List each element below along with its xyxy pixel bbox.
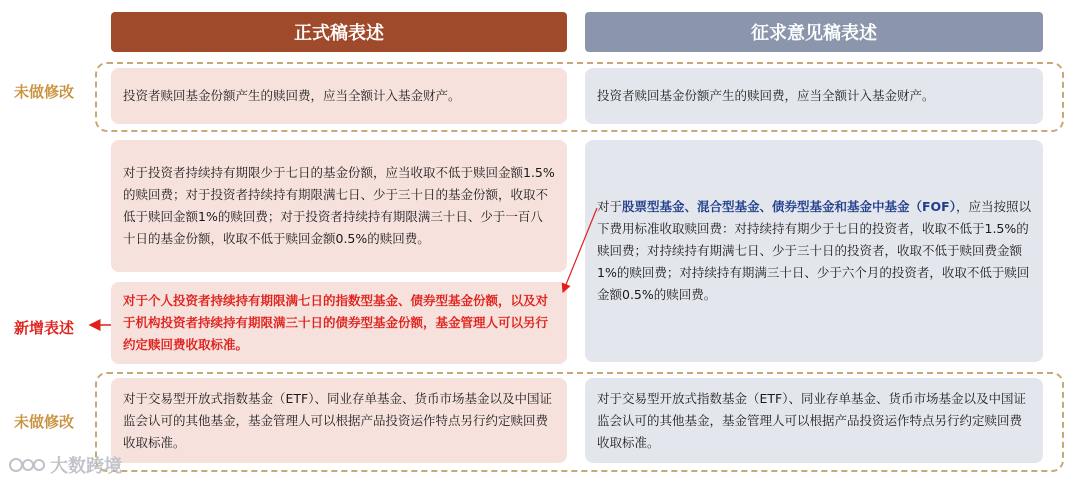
side-label-new: 新增表述 — [14, 319, 75, 337]
arrow-draft-to-new-clause — [563, 208, 597, 292]
draft-row1-content: 投资者赎回基金份额产生的赎回费，应当全额计入基金财产。 — [597, 88, 935, 103]
formal-row1-content: 投资者赎回基金份额产生的赎回费，应当全额计入基金财产。 — [123, 88, 461, 103]
header-draft-version: 征求意见稿表述 — [585, 12, 1043, 52]
header-formal-version: 正式稿表述 — [111, 12, 567, 52]
draft-row2-prefix: 对于 — [597, 199, 623, 214]
formal-new-clause-content: 对于个人投资者持续持有期限满七日的指数型基金、债券型基金份额，以及对于机构投资者持续持有期限满三十日的债券型基金份额，基金管理人可以另行约定赎回费收取标准。 — [123, 293, 549, 352]
watermark — [8, 452, 122, 478]
watermark-logo-icon — [8, 455, 46, 475]
draft-row2-fund-types: 股票型基金、混合型基金、债券型基金和基金中基金（FOF） — [622, 199, 956, 214]
formal-row3-content: 对于交易型开放式指数基金（ETF）、同业存单基金、货币市场基金以及中国证监会认可的其他基金，基金管理人可以根据产品投资运作特点另行约定赎回费收取标准。 — [123, 390, 552, 450]
formal-row2-content: 对于投资者持续持有期限少于七日的基金份额，应当收取不低于赎回金额1.5%的赎回费；对于投资者持续持有期限满七日、少于三十日的基金份额，收取不低于赎回金额1%的赎回费；对于投资者持续持有期限满三十日、少于一百八十日的基金份额，收取不低于赎回金额0.5%的赎回费。 — [123, 165, 555, 246]
draft-row2-rest: ，应当按照以下费用标准收取赎回费：对持续持有期少于七日的投资者，收取不低于1.5%的赎回费；对持续持有期满七日、少于三十日的投资者，收取不低于赎回费金额1%的赎回费；对持续持有期满三十日、少于六个月的投资者，收取不低于赎回金额0.5%的赎回费。 — [597, 199, 1031, 302]
watermark-text: 大数跨境 — [50, 456, 122, 477]
side-label-unchanged-bottom: 未做修改 — [14, 413, 75, 431]
side-label-unchanged-top: 未做修改 — [14, 83, 75, 101]
draft-row3-content: 对于交易型开放式指数基金（ETF）、同业存单基金、货币市场基金以及中国证监会认可的其他基金，基金管理人可以根据产品投资运作特点另行约定赎回费收取标准。 — [597, 390, 1026, 450]
